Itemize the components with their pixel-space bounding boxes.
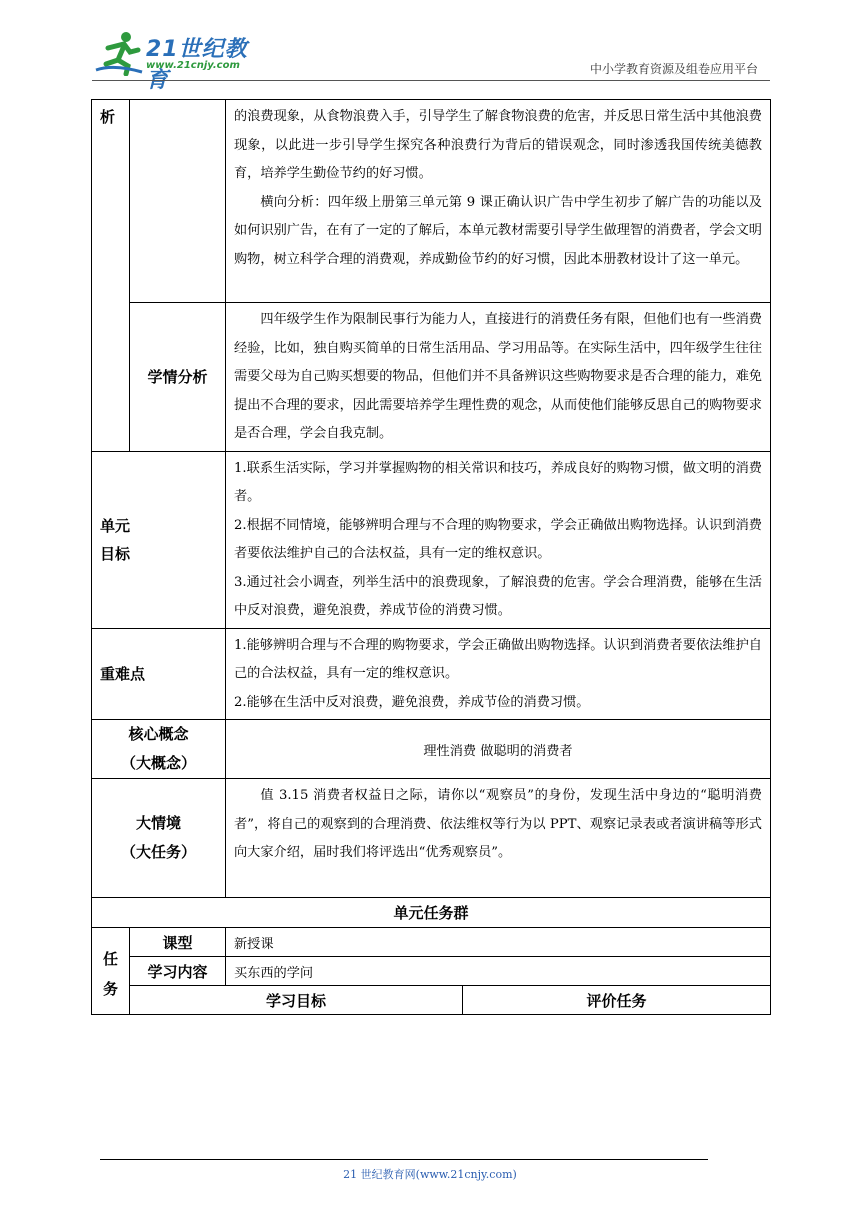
unit-goals-label <box>92 451 226 628</box>
key-points-text <box>226 628 771 720</box>
logo-url: www.21cnjy.com <box>146 60 240 71</box>
task-side-label-line1: 任 <box>102 950 118 968</box>
unit-goals-label-line2: 目标 <box>100 544 131 563</box>
page-header <box>92 30 770 93</box>
big-context-label-line1: 大情境 <box>135 814 181 832</box>
footer-divider <box>100 1159 708 1160</box>
analysis-continuation: 的浪费现象，从食物浪费入手，引导学生了解食物浪费的危害，并反思日常生活中其他浪费现象，以此进一步引导学生探究各种浪费行为背后的错误观念，同时渗透我国传统美德教育，培养学生勤俭节约的好习惯。 <box>234 109 762 181</box>
evaluation-task-column-header: 评价任务 <box>463 986 771 1015</box>
learner-analysis-label: 学情分析 <box>130 303 226 452</box>
core-concept-label-line1: 核心概念 <box>128 725 189 743</box>
core-concept-label <box>92 720 226 779</box>
runner-logo-icon <box>94 30 144 76</box>
footer-link[interactable]: 21 世纪教育网(www.21cnjy.com) <box>343 1168 517 1181</box>
learning-content-label: 学习内容 <box>130 957 226 986</box>
key-points-label: 重难点 <box>92 628 226 720</box>
lesson-type-label: 课型 <box>130 928 226 957</box>
analysis-label: 析 <box>92 100 130 452</box>
logo-text: 21世纪教育 <box>146 37 248 93</box>
key-point-item: 1.能够辨明合理与不合理的购物要求，学会正确做出购物选择。认识到消费者要依法维护自己的合法权益，具有一定的维权意识。 <box>234 637 762 681</box>
learning-content-value: 买东西的学问 <box>226 957 771 986</box>
core-concept-text: 理性消费 做聪明的消费者 <box>226 720 771 779</box>
goal-item: 1.联系生活实际，学习并掌握购物的相关常识和技巧，养成良好的购物习惯，做文明的消费者。 <box>234 460 762 504</box>
key-point-item: 2.能够在生活中反对浪费，避免浪费，养成节俭的消费习惯。 <box>234 694 590 710</box>
learning-goal-column-header: 学习目标 <box>130 986 463 1015</box>
header-divider <box>92 80 770 81</box>
goal-item: 2.根据不同情境，能够辨明合理与不合理的购物要求，学会正确做出购物选择。认识到消费者要依法维护自己的合法权益，具有一定的维权意识。 <box>234 517 762 561</box>
task-group-title: 单元任务群 <box>92 898 771 928</box>
textbook-analysis <box>226 100 771 303</box>
big-context-label <box>92 779 226 898</box>
big-context-label-line2: （大任务） <box>120 843 196 861</box>
logo <box>94 30 264 93</box>
task-side-label-line2: 务 <box>102 980 118 998</box>
lesson-type-value: 新授课 <box>226 928 771 957</box>
lesson-plan-table <box>91 99 771 1015</box>
unit-goals-text <box>226 451 771 628</box>
horizontal-analysis: 横向分析：四年级上册第三单元第 9 课正确认识广告中学生初步了解广告的功能以及如何识别广告，在有了一定的了解后，本单元教材需要引导学生做理智的消费者，学会文明购物，树立科学合理的消费观，养成勤俭节约的好习惯，因此本册教材设计了这一单元。 <box>234 194 762 267</box>
platform-name: 中小学教育资源及组卷应用平台 <box>589 62 758 76</box>
unit-goals-label-line1: 单元 <box>100 516 131 535</box>
learner-analysis-text: 四年级学生作为限制民事行为能力人，直接进行的消费任务有限，但他们也有一些消费经验，比如，独自购买简单的日常生活用品、学习用品等。在实际生活中，四年级学生往往需要父母为自己购买想要的物品，但他们并不具备辨识这些购物要求是否合理的能力，难免提出不合理的要求，因此需要培养学生理性费的观念，从而使他们能够反思自己的购物要求是否合理，学会自我克制。 <box>226 303 771 452</box>
goal-item: 3.通过社会小调查，列举生活中的浪费现象，了解浪费的危害。学会合理消费，能够在生活中反对浪费，避免浪费，养成节俭的消费习惯。 <box>234 574 762 618</box>
big-context-text: 值 3.15 消费者权益日之际，请你以“观察员”的身份，发现生活中身边的“聪明消费者”，将自己的观察到的合理消费、依法维权等行为以 PPT、观察记录表或者演讲稿等形式向大家介绍，届时我们将评选出“优秀观察员”。 <box>226 779 771 898</box>
core-concept-label-line2: （大概念） <box>120 754 196 772</box>
task-side-label <box>92 928 130 1015</box>
analysis-empty-cell <box>130 100 226 303</box>
